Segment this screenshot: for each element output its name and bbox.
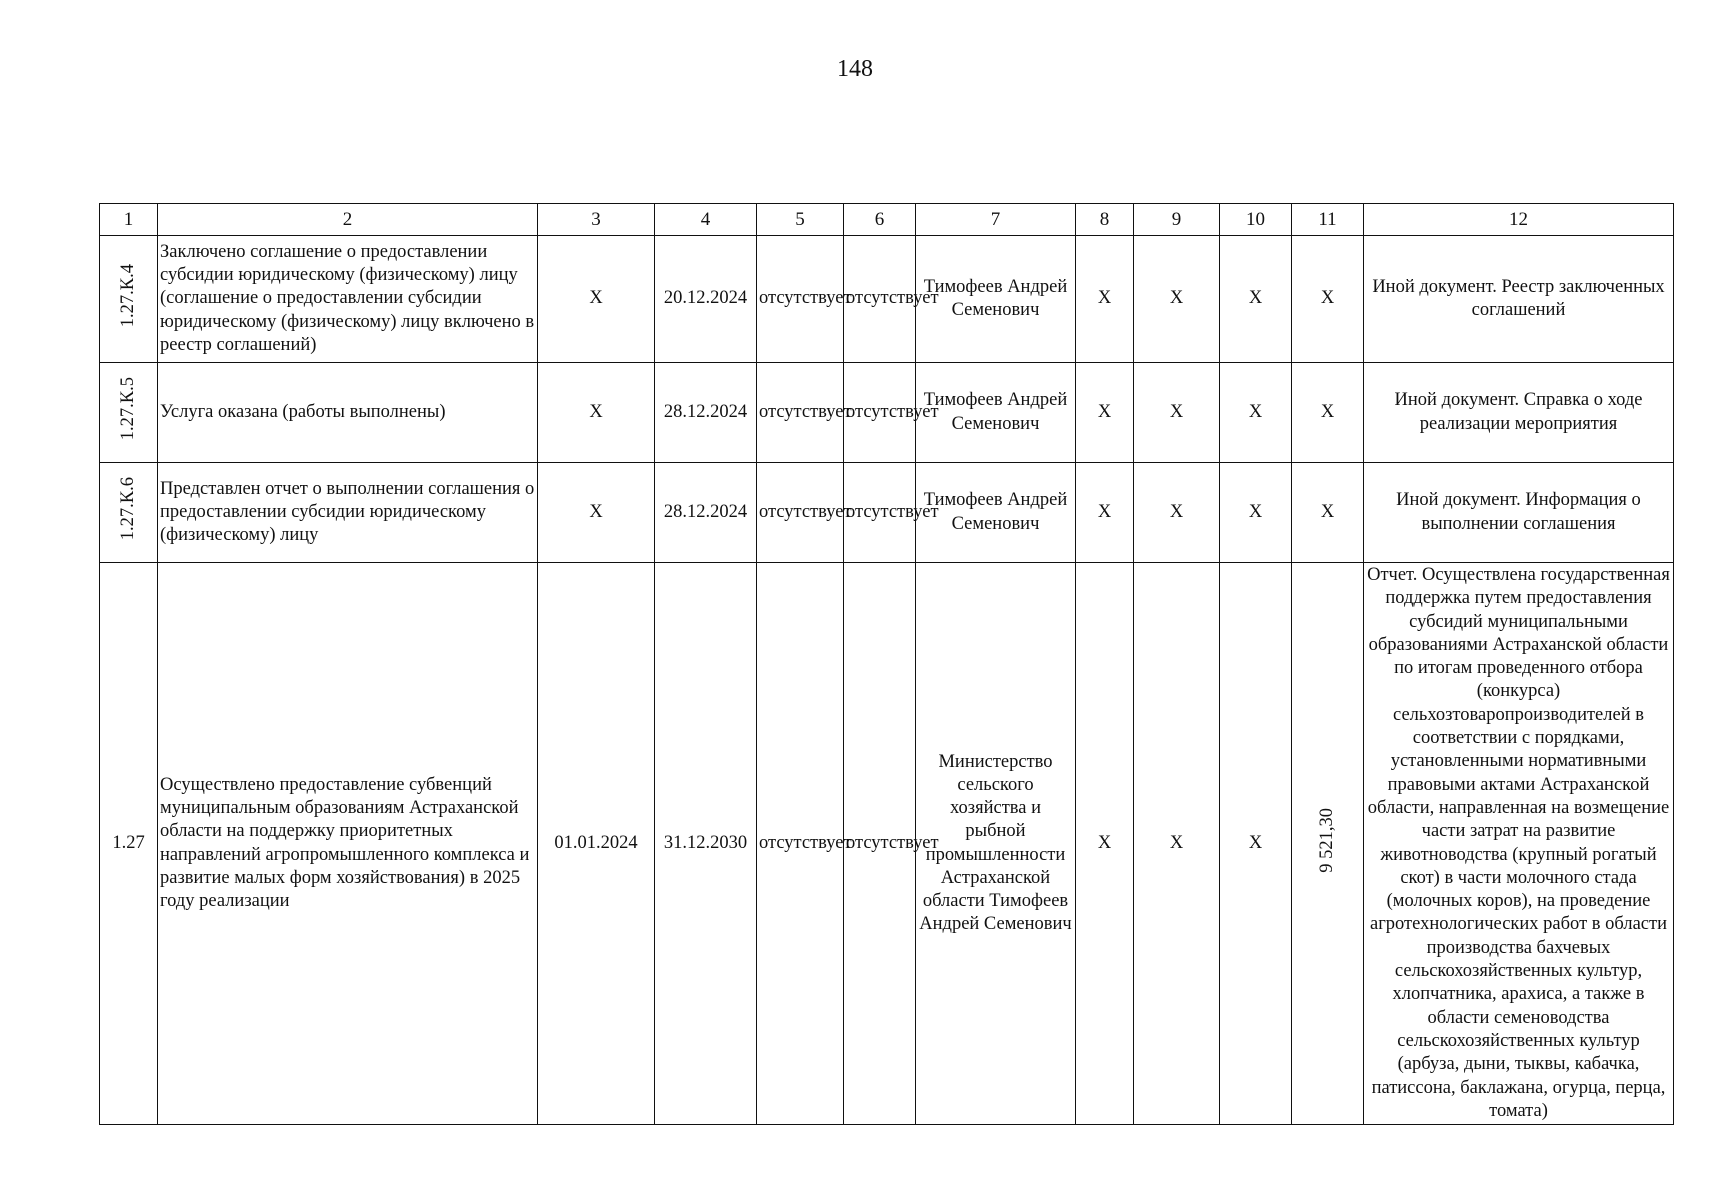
row-col6: отсутствует	[844, 563, 916, 1125]
column-header: 10	[1220, 204, 1292, 236]
row-end-date: 28.12.2024	[655, 363, 757, 463]
row-col9: X	[1134, 463, 1220, 563]
row-col5: отсутствует	[757, 563, 844, 1125]
row-description: Услуга оказана (работы выполнены)	[158, 363, 538, 463]
row-document: Иной документ. Реестр заключенных соглашений	[1364, 236, 1674, 363]
row-col6: отсутствует	[844, 463, 916, 563]
row-code-cell	[100, 363, 158, 463]
row-col9: X	[1134, 236, 1220, 363]
column-header: 12	[1364, 204, 1674, 236]
column-header: 8	[1076, 204, 1134, 236]
header-row	[100, 204, 1674, 236]
table-row	[100, 236, 1674, 363]
row-col8: X	[1076, 463, 1134, 563]
row-code: 1.27.К.6	[117, 477, 138, 541]
row-col10: X	[1220, 463, 1292, 563]
column-header: 11	[1292, 204, 1364, 236]
row-start-date: X	[538, 236, 655, 363]
row-col8: X	[1076, 236, 1134, 363]
row-col10: X	[1220, 563, 1292, 1125]
row-responsible: Тимофеев Андрей Семенович	[916, 236, 1076, 363]
row-end-date: 28.12.2024	[655, 463, 757, 563]
row-start-date: X	[538, 463, 655, 563]
row-col5: отсутствует	[757, 236, 844, 363]
column-header: 5	[757, 204, 844, 236]
row-col5: отсутствует	[757, 463, 844, 563]
row-col9: X	[1134, 563, 1220, 1125]
row-code: 1.27.К.4	[117, 263, 138, 328]
column-header: 2	[158, 204, 538, 236]
row-document: Иной документ. Справка о ходе реализации мероприятия	[1364, 363, 1674, 463]
table-row	[100, 363, 1674, 463]
row-start-date: X	[538, 363, 655, 463]
column-header: 4	[655, 204, 757, 236]
column-header: 7	[916, 204, 1076, 236]
row-document: Отчет. Осуществлена государственная поддержка путем предоставления субсидий муниципальными образованиями Астраханской области по итогам проведенного отбора (конкурса) сельхозтоваропроизводителей в соответствии с порядками, установленными нормативными правовыми актами Астраханской области, направленная на возмещение части затрат на развитие животноводства (крупный рогатый скот) в части молочного стада (молочных коров), на проведение агротехнологических работ в области производства бахчевых сельскохозяйственных культур, хлопчатника, арахиса, а также в области семеноводства сельскохозяйственных культур (арбуза, дыни, тыквы, кабачка, патиссона, баклажана, огурца, перца, томата)	[1364, 563, 1674, 1125]
row-col8: X	[1076, 563, 1134, 1125]
row-code-cell	[100, 236, 158, 363]
column-header: 9	[1134, 204, 1220, 236]
row-col9: X	[1134, 363, 1220, 463]
row-end-date: 31.12.2030	[655, 563, 757, 1125]
row-document: Иной документ. Информация о выполнении соглашения	[1364, 463, 1674, 563]
row-description: Заключено соглашение о предоставлении субсидии юридическому (физическому) лицу (соглашение о предоставлении субсидии юридическому (физическому) лицу включено в реестр соглашений)	[158, 236, 538, 363]
page-number: 148	[837, 56, 873, 82]
row-amount-cell	[1292, 563, 1364, 1125]
row-responsible: Министерство сельского хозяйства и рыбной промышленности Астраханской области Тимофеев Андрей Семенович	[916, 563, 1076, 1125]
row-description: Представлен отчет о выполнении соглашения о предоставлении субсидии юридическому (физическому) лицу	[158, 463, 538, 563]
row-col6: отсутствует	[844, 236, 916, 363]
row-col10: X	[1220, 363, 1292, 463]
row-code: 1.27	[100, 563, 158, 1125]
table-row	[100, 563, 1674, 1125]
plan-table	[99, 203, 1674, 1125]
column-header: 6	[844, 204, 916, 236]
row-col11: X	[1292, 236, 1364, 363]
row-description: Осуществлено предоставление субвенций муниципальным образованиям Астраханской области на поддержку приоритетных направлений агропромышленного комплекса и развитие малых форм хозяйствования) в 2025 году реализации	[158, 563, 538, 1125]
row-amount: 9 521,30	[1316, 807, 1337, 873]
row-col10: X	[1220, 236, 1292, 363]
row-start-date: 01.01.2024	[538, 563, 655, 1125]
row-col8: X	[1076, 363, 1134, 463]
row-col11: X	[1292, 463, 1364, 563]
column-header: 1	[100, 204, 158, 236]
row-code: 1.27.К.5	[117, 377, 138, 441]
row-responsible: Тимофеев Андрей Семенович	[916, 463, 1076, 563]
row-col11: X	[1292, 363, 1364, 463]
row-responsible: Тимофеев Андрей Семенович	[916, 363, 1076, 463]
row-col5: отсутствует	[757, 363, 844, 463]
table-row	[100, 463, 1674, 563]
row-code-cell	[100, 463, 158, 563]
row-col6: отсутствует	[844, 363, 916, 463]
row-end-date: 20.12.2024	[655, 236, 757, 363]
column-header: 3	[538, 204, 655, 236]
